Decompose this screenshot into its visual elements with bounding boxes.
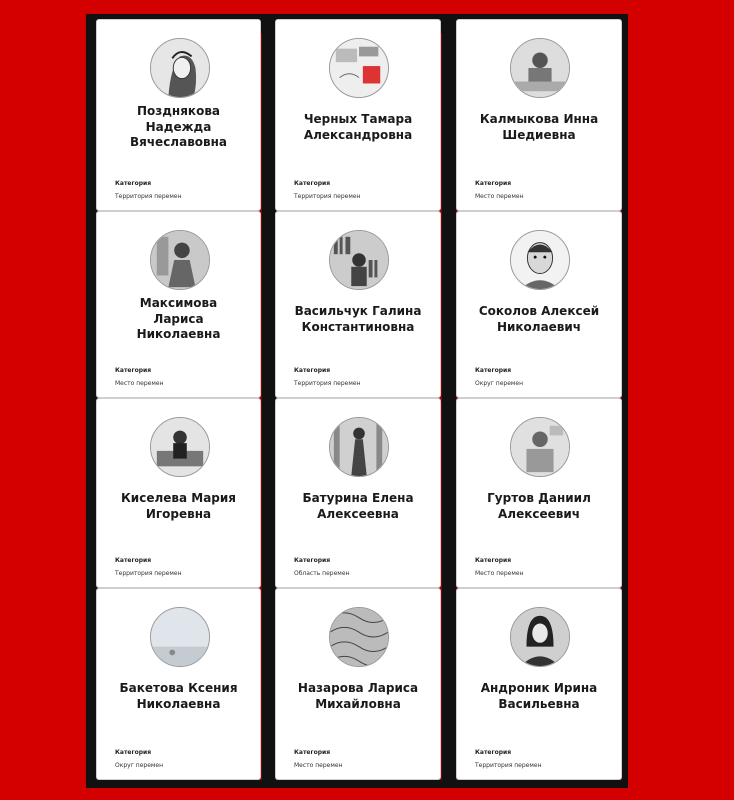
category-label: Категория	[115, 557, 152, 564]
person-card[interactable]	[456, 588, 622, 780]
avatar-photo	[150, 38, 210, 98]
person-name-line: Александровна	[303, 127, 413, 142]
person-name[interactable]	[105, 296, 252, 343]
person-name[interactable]	[465, 491, 613, 522]
person-name[interactable]	[105, 681, 252, 712]
category-value: Территория перемен	[115, 193, 182, 200]
category-value: Территория перемен	[475, 762, 542, 769]
person-name-line: Позднякова	[136, 104, 221, 118]
category-label: Категория	[294, 180, 331, 187]
person-name-line: Николаевна	[136, 696, 221, 711]
avatar-photo	[510, 230, 570, 290]
person-name-line: Игоревна	[145, 506, 212, 521]
person-name-line: Надежда	[145, 119, 212, 134]
person-name[interactable]	[465, 112, 613, 143]
person-name-line: Соколов Алексей	[478, 304, 600, 318]
person-name[interactable]	[284, 681, 432, 712]
category-label: Категория	[475, 557, 512, 564]
person-card[interactable]	[275, 588, 441, 780]
avatar-photo	[150, 417, 210, 477]
person-name-line: Алексеевна	[317, 506, 399, 521]
person-name-line: Николаевич	[496, 319, 582, 334]
person-name-line: Максимова	[139, 296, 218, 310]
avatar-photo	[329, 38, 389, 98]
category-label: Категория	[475, 367, 512, 374]
person-name-line: Николаевна	[136, 327, 221, 341]
person-name-line: Шедиевна	[502, 127, 576, 142]
person-name[interactable]	[284, 304, 432, 335]
person-name-line: Киселева Мария	[120, 491, 236, 505]
category-value: Округ перемен	[475, 380, 524, 387]
category-value: Территория перемен	[294, 380, 361, 387]
person-card[interactable]	[96, 588, 261, 780]
category-value: Территория перемен	[294, 193, 361, 200]
avatar-photo	[510, 38, 570, 98]
category-label: Категория	[294, 749, 331, 756]
person-card[interactable]	[275, 398, 441, 588]
person-name-line: Назарова Лариса	[297, 681, 419, 695]
person-name-line: Михайловна	[315, 696, 401, 711]
category-label: Категория	[115, 180, 152, 187]
category-label: Категория	[475, 180, 512, 187]
person-card[interactable]	[275, 19, 441, 211]
avatar-photo	[329, 417, 389, 477]
person-card[interactable]	[456, 211, 622, 398]
avatar-photo	[150, 230, 210, 290]
category-value: Место перемен	[115, 380, 164, 387]
category-label: Категория	[115, 367, 152, 374]
category-label: Категория	[294, 367, 331, 374]
person-name[interactable]	[465, 304, 613, 335]
person-name[interactable]	[105, 491, 252, 522]
person-card[interactable]	[96, 211, 261, 398]
category-value: Место перемен	[294, 762, 343, 769]
person-card[interactable]	[456, 398, 622, 588]
avatar-photo	[150, 607, 210, 667]
person-name-line: Андроник Ирина	[480, 681, 598, 695]
person-card[interactable]	[275, 211, 441, 398]
category-label: Категория	[115, 749, 152, 756]
person-name-line: Лариса	[153, 311, 204, 326]
person-card[interactable]	[96, 398, 261, 588]
person-name-line: Алексеевич	[498, 506, 580, 521]
avatar-photo	[510, 417, 570, 477]
category-label: Категория	[294, 557, 331, 564]
person-name-line: Черных Тамара	[303, 112, 413, 126]
person-name-line: Бакетова Ксения	[119, 681, 238, 695]
category-value: Округ перемен	[115, 762, 164, 769]
avatar-photo	[329, 230, 389, 290]
category-value: Область перемен	[294, 570, 350, 577]
person-name[interactable]	[105, 104, 252, 151]
person-card[interactable]	[456, 19, 622, 211]
person-name[interactable]	[284, 491, 432, 522]
person-name-line: Вячеславовна	[129, 135, 228, 149]
category-value: Место перемен	[475, 193, 524, 200]
person-name-line: Батурина Елена	[302, 491, 414, 505]
person-name[interactable]	[465, 681, 613, 712]
category-value: Территория перемен	[115, 570, 182, 577]
person-name-line: Васильевна	[498, 696, 580, 711]
person-name-line: Васильчук Галина	[294, 304, 422, 318]
person-name-line: Константиновна	[301, 319, 415, 334]
person-name-line: Гуртов Даниил	[487, 491, 591, 505]
category-label: Категория	[475, 749, 512, 756]
person-card[interactable]	[96, 19, 261, 211]
avatar-photo	[510, 607, 570, 667]
avatar-photo	[329, 607, 389, 667]
person-name-line: Калмыкова Инна	[479, 112, 599, 126]
category-value: Место перемен	[475, 570, 524, 577]
person-name[interactable]	[284, 112, 432, 143]
